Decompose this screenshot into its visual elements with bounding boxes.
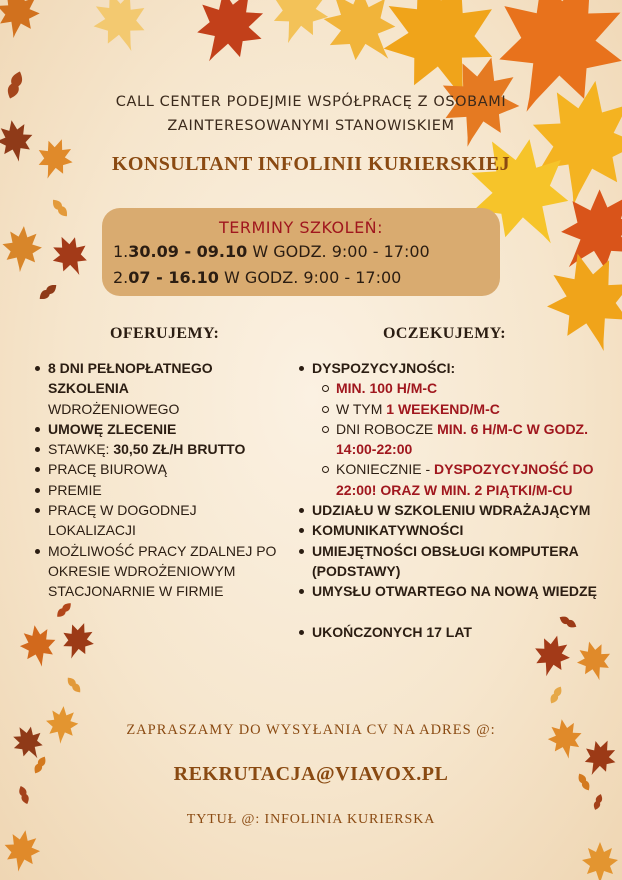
training-date-number: 2. [113,268,129,287]
offer-item-text: PRACĘ BIUROWĄ [48,461,168,478]
offer-item-bold: 8 DNI PEŁNOPŁATNEGO SZKOLENIA [48,360,213,397]
expect-item [298,581,608,601]
offer-heading: OFERUJEMY: [110,325,220,342]
expect-item [298,500,608,520]
expect-list [298,358,608,642]
training-date-hours: W GODZ. 9:00 - 17:00 [247,242,430,261]
expect-item-bold: UKOŃCZONYCH 17 LAT [312,623,472,640]
offer-item-text: WDROŻENIOWEGO [48,400,180,417]
offer-item [34,358,284,419]
recruitment-email: REKRUTACJA@VIAVOX.PL [173,763,449,785]
offer-item-text: PREMIE [48,481,102,498]
expect-subitem-text: DNI ROBOCZE [336,420,438,437]
offer-item-text: PRACĘ W DOGODNEJ LOKALIZACJI [48,502,197,539]
headline-line-2: ZAINTERESOWANYMI STANOWISKIEM [167,118,455,134]
offer-item-text: STAWKĘ: [48,441,114,458]
offer-item [34,419,284,439]
expect-subitem-red: DYSPOZYCYJNOŚĆ DO 22:00! ORAZ W MIN. 2 PIĄTKI/M-CU [336,461,594,498]
leaf-cluster-left [0,117,96,302]
offer-item [34,500,284,541]
expect-subitem-text: KONIECZNIE - [336,461,435,478]
offer-item [34,541,284,602]
expect-item-bold: DYSPOZYCYJNOŚCI: [312,360,456,376]
training-date-range: 30.09 - 09.10 [128,242,248,261]
offer-item [34,480,284,500]
training-date-range: 07 - 16.10 [128,268,219,287]
expect-item-bold: UMIEJĘTNOŚCI OBSŁUGI KOMPUTERA (PODSTAWY) [312,542,579,579]
expect-item [298,520,608,540]
expect-heading: OCZEKUJEMY: [383,325,506,342]
offer-item-bold: UMOWĘ ZLECENIE [48,420,177,437]
expect-item [298,358,608,378]
offer-list [34,358,284,602]
leaf-cluster-top-left [0,0,279,100]
cv-invitation-text: ZAPRASZAMY DO WYSYŁANIA CV NA ADRES @: [126,722,496,738]
offer-item [34,459,284,479]
offer-item-text: MOŻLIWOŚĆ PRACY ZDALNEJ PO OKRESIE WDROŻENIOWYM STACJONARNIE W FIRMIE [48,542,277,600]
job-title: KONSULTANT INFOLINII KURIERSKIEJ [111,153,511,175]
expect-item-bold: UDZIAŁU W SZKOLENIU WDRAŻAJĄCYM [312,502,591,519]
expect-subitem [298,399,608,419]
email-subject-text: TYTUŁ @: INFOLINIA KURIERSKA [186,812,436,827]
expect-item-bold: UMYSŁU OTWARTEGO NA NOWĄ WIEDZĘ [312,583,597,600]
headline-line-1: CALL CENTER PODEJMIE WSPÓŁPRACĘ Z OSOBAMI [115,94,507,110]
leaf-cluster-bottom-right [529,614,622,880]
expect-subitem-red: MIN. 6 H/M-C W GODZ. 14:00-22:00 [336,420,589,458]
training-date-2 [113,268,401,287]
expect-subitem [298,419,608,460]
expect-item [298,541,608,582]
training-date-number: 1. [113,242,129,261]
expect-item-bold: KOMUNIKATYWNOŚCI [312,522,464,539]
expect-subitem-text: W TYM [336,400,387,417]
expect-subitem [298,459,608,500]
offer-item [34,439,284,459]
expect-subitem-red: MIN. 100 H/M-C [336,380,438,397]
offer-item-bold: 30,50 ZŁ/H BRUTTO [113,441,246,458]
training-dates-box [102,208,500,296]
small-leaf-middle [55,601,74,620]
training-date-hours: W GODZ. 9:00 - 17:00 [218,268,402,287]
maple-leaf-cluster-top-right [261,0,622,362]
expect-subitem-red: 1 WEEKEND/M-C [386,400,500,417]
leaf-cluster-bottom-left [0,618,99,875]
training-dates-heading: TERMINY SZKOLEŃ: [218,218,384,237]
expect-subitem [298,378,608,398]
expect-item [298,622,608,642]
training-date-1 [113,242,430,261]
